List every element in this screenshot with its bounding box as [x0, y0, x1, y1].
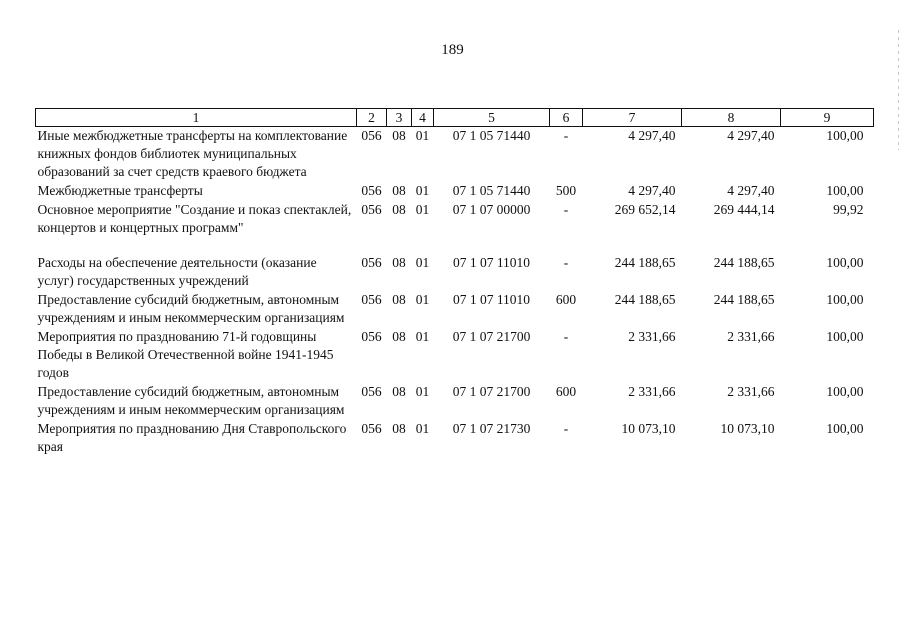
row-actual-amount: 244 188,65 — [713, 292, 775, 307]
row-subsection-code: 01 — [415, 329, 430, 344]
row-percent: 100,00 — [826, 329, 864, 344]
row-target-code: 07 1 07 21700 — [452, 384, 531, 399]
row-ministry-code: 056 — [361, 421, 382, 436]
row-plan-amount: 2 331,66 — [628, 329, 676, 344]
row-name: Мероприятия по празднованию 71-й годовщины Победы в Великой Отечественной войне 1941-1945 годов — [37, 329, 334, 380]
row-actual-amount: 4 297,40 — [727, 128, 775, 143]
row-subsection-code: 01 — [415, 421, 430, 436]
row-target-code: 07 1 07 21700 — [452, 329, 531, 344]
row-ministry-code: 056 — [361, 292, 382, 307]
row-actual-amount: 10 073,10 — [720, 421, 775, 436]
row-plan-amount: 4 297,40 — [628, 183, 676, 198]
row-subsection-code: 01 — [415, 255, 430, 270]
row-ministry-code: 056 — [361, 183, 382, 198]
row-percent: 100,00 — [826, 183, 864, 198]
row-type-code: 600 — [555, 292, 577, 307]
row-plan-amount: 2 331,66 — [628, 384, 676, 399]
row-section-code: 08 — [392, 329, 406, 344]
row-plan-amount: 10 073,10 — [621, 421, 676, 436]
row-plan-amount: 4 297,40 — [628, 128, 676, 143]
row-name: Основное мероприятие "Создание и показ спектаклей, концертов и концертных программ" — [37, 202, 352, 235]
row-ministry-code: 056 — [361, 329, 382, 344]
row-subsection-code: 01 — [415, 128, 430, 143]
table-row — [36, 420, 874, 457]
header-col-9: 9 — [781, 109, 874, 127]
row-ministry-code: 056 — [361, 128, 382, 143]
row-name: Предоставление субсидий бюджетным, автономным учреждениям и иным некоммерческим организациям — [37, 384, 345, 417]
row-type-code: - — [563, 128, 569, 143]
row-ministry-code: 056 — [361, 255, 382, 270]
row-section-code: 08 — [392, 384, 406, 399]
row-type-code: 600 — [555, 384, 577, 399]
table-row — [36, 383, 874, 420]
row-percent: 100,00 — [826, 292, 864, 307]
header-col-8: 8 — [682, 109, 781, 127]
table-header-row — [36, 109, 874, 127]
table-row — [36, 127, 874, 183]
header-col-4: 4 — [412, 109, 434, 127]
table-row — [36, 254, 874, 291]
row-type-code: - — [563, 255, 569, 270]
row-section-code: 08 — [392, 421, 406, 436]
row-target-code: 07 1 07 11010 — [452, 255, 531, 270]
row-section-code: 08 — [392, 128, 406, 143]
row-name: Иные межбюджетные трансферты на комплектование книжных фондов библиотек муниципальных образований за счет средств краевого бюджета — [37, 128, 348, 179]
row-target-code: 07 1 05 71440 — [452, 128, 531, 143]
row-name: Предоставление субсидий бюджетным, автономным учреждениям и иным некоммерческим организациям — [37, 292, 345, 325]
row-section-code: 08 — [392, 292, 406, 307]
header-col-5: 5 — [434, 109, 550, 127]
row-name: Мероприятия по празднованию Дня Ставропольского края — [37, 421, 347, 454]
row-actual-amount: 2 331,66 — [727, 329, 775, 344]
row-subsection-code: 01 — [415, 183, 430, 198]
row-section-code: 08 — [392, 202, 406, 217]
row-subsection-code: 01 — [415, 202, 430, 217]
page-number: 189 — [441, 42, 464, 58]
header-col-7: 7 — [583, 109, 682, 127]
row-type-code: - — [563, 329, 569, 344]
row-actual-amount: 4 297,40 — [727, 183, 775, 198]
header-col-6: 6 — [550, 109, 583, 127]
row-subsection-code: 01 — [415, 384, 430, 399]
header-col-2: 2 — [357, 109, 387, 127]
row-percent: 99,92 — [833, 202, 864, 217]
row-name: Межбюджетные трансферты — [37, 183, 203, 198]
table-row — [36, 182, 874, 201]
row-target-code: 07 1 07 21730 — [452, 421, 531, 436]
row-plan-amount: 244 188,65 — [614, 292, 676, 307]
header-col-3: 3 — [387, 109, 412, 127]
row-section-code: 08 — [392, 183, 406, 198]
budget-table — [35, 108, 874, 457]
row-target-code: 07 1 05 71440 — [452, 183, 531, 198]
table-row — [36, 328, 874, 383]
table-row — [36, 201, 874, 254]
row-actual-amount: 244 188,65 — [713, 255, 775, 270]
row-target-code: 07 1 07 11010 — [452, 292, 531, 307]
row-ministry-code: 056 — [361, 384, 382, 399]
row-type-code: - — [563, 202, 569, 217]
row-target-code: 07 1 07 00000 — [452, 202, 531, 217]
row-type-code: 500 — [555, 183, 577, 198]
row-ministry-code: 056 — [361, 202, 382, 217]
scan-edge-mark — [898, 30, 899, 150]
row-name: Расходы на обеспечение деятельности (оказание услуг) государственных учреждений — [37, 255, 317, 288]
table-row — [36, 291, 874, 328]
row-percent: 100,00 — [826, 255, 864, 270]
row-percent: 100,00 — [826, 421, 864, 436]
row-plan-amount: 269 652,14 — [614, 202, 676, 217]
row-actual-amount: 269 444,14 — [713, 202, 775, 217]
row-percent: 100,00 — [826, 384, 864, 399]
row-type-code: - — [563, 421, 569, 436]
row-percent: 100,00 — [826, 128, 864, 143]
header-col-1: 1 — [36, 109, 357, 127]
row-actual-amount: 2 331,66 — [727, 384, 775, 399]
row-section-code: 08 — [392, 255, 406, 270]
row-plan-amount: 244 188,65 — [614, 255, 676, 270]
row-subsection-code: 01 — [415, 292, 430, 307]
